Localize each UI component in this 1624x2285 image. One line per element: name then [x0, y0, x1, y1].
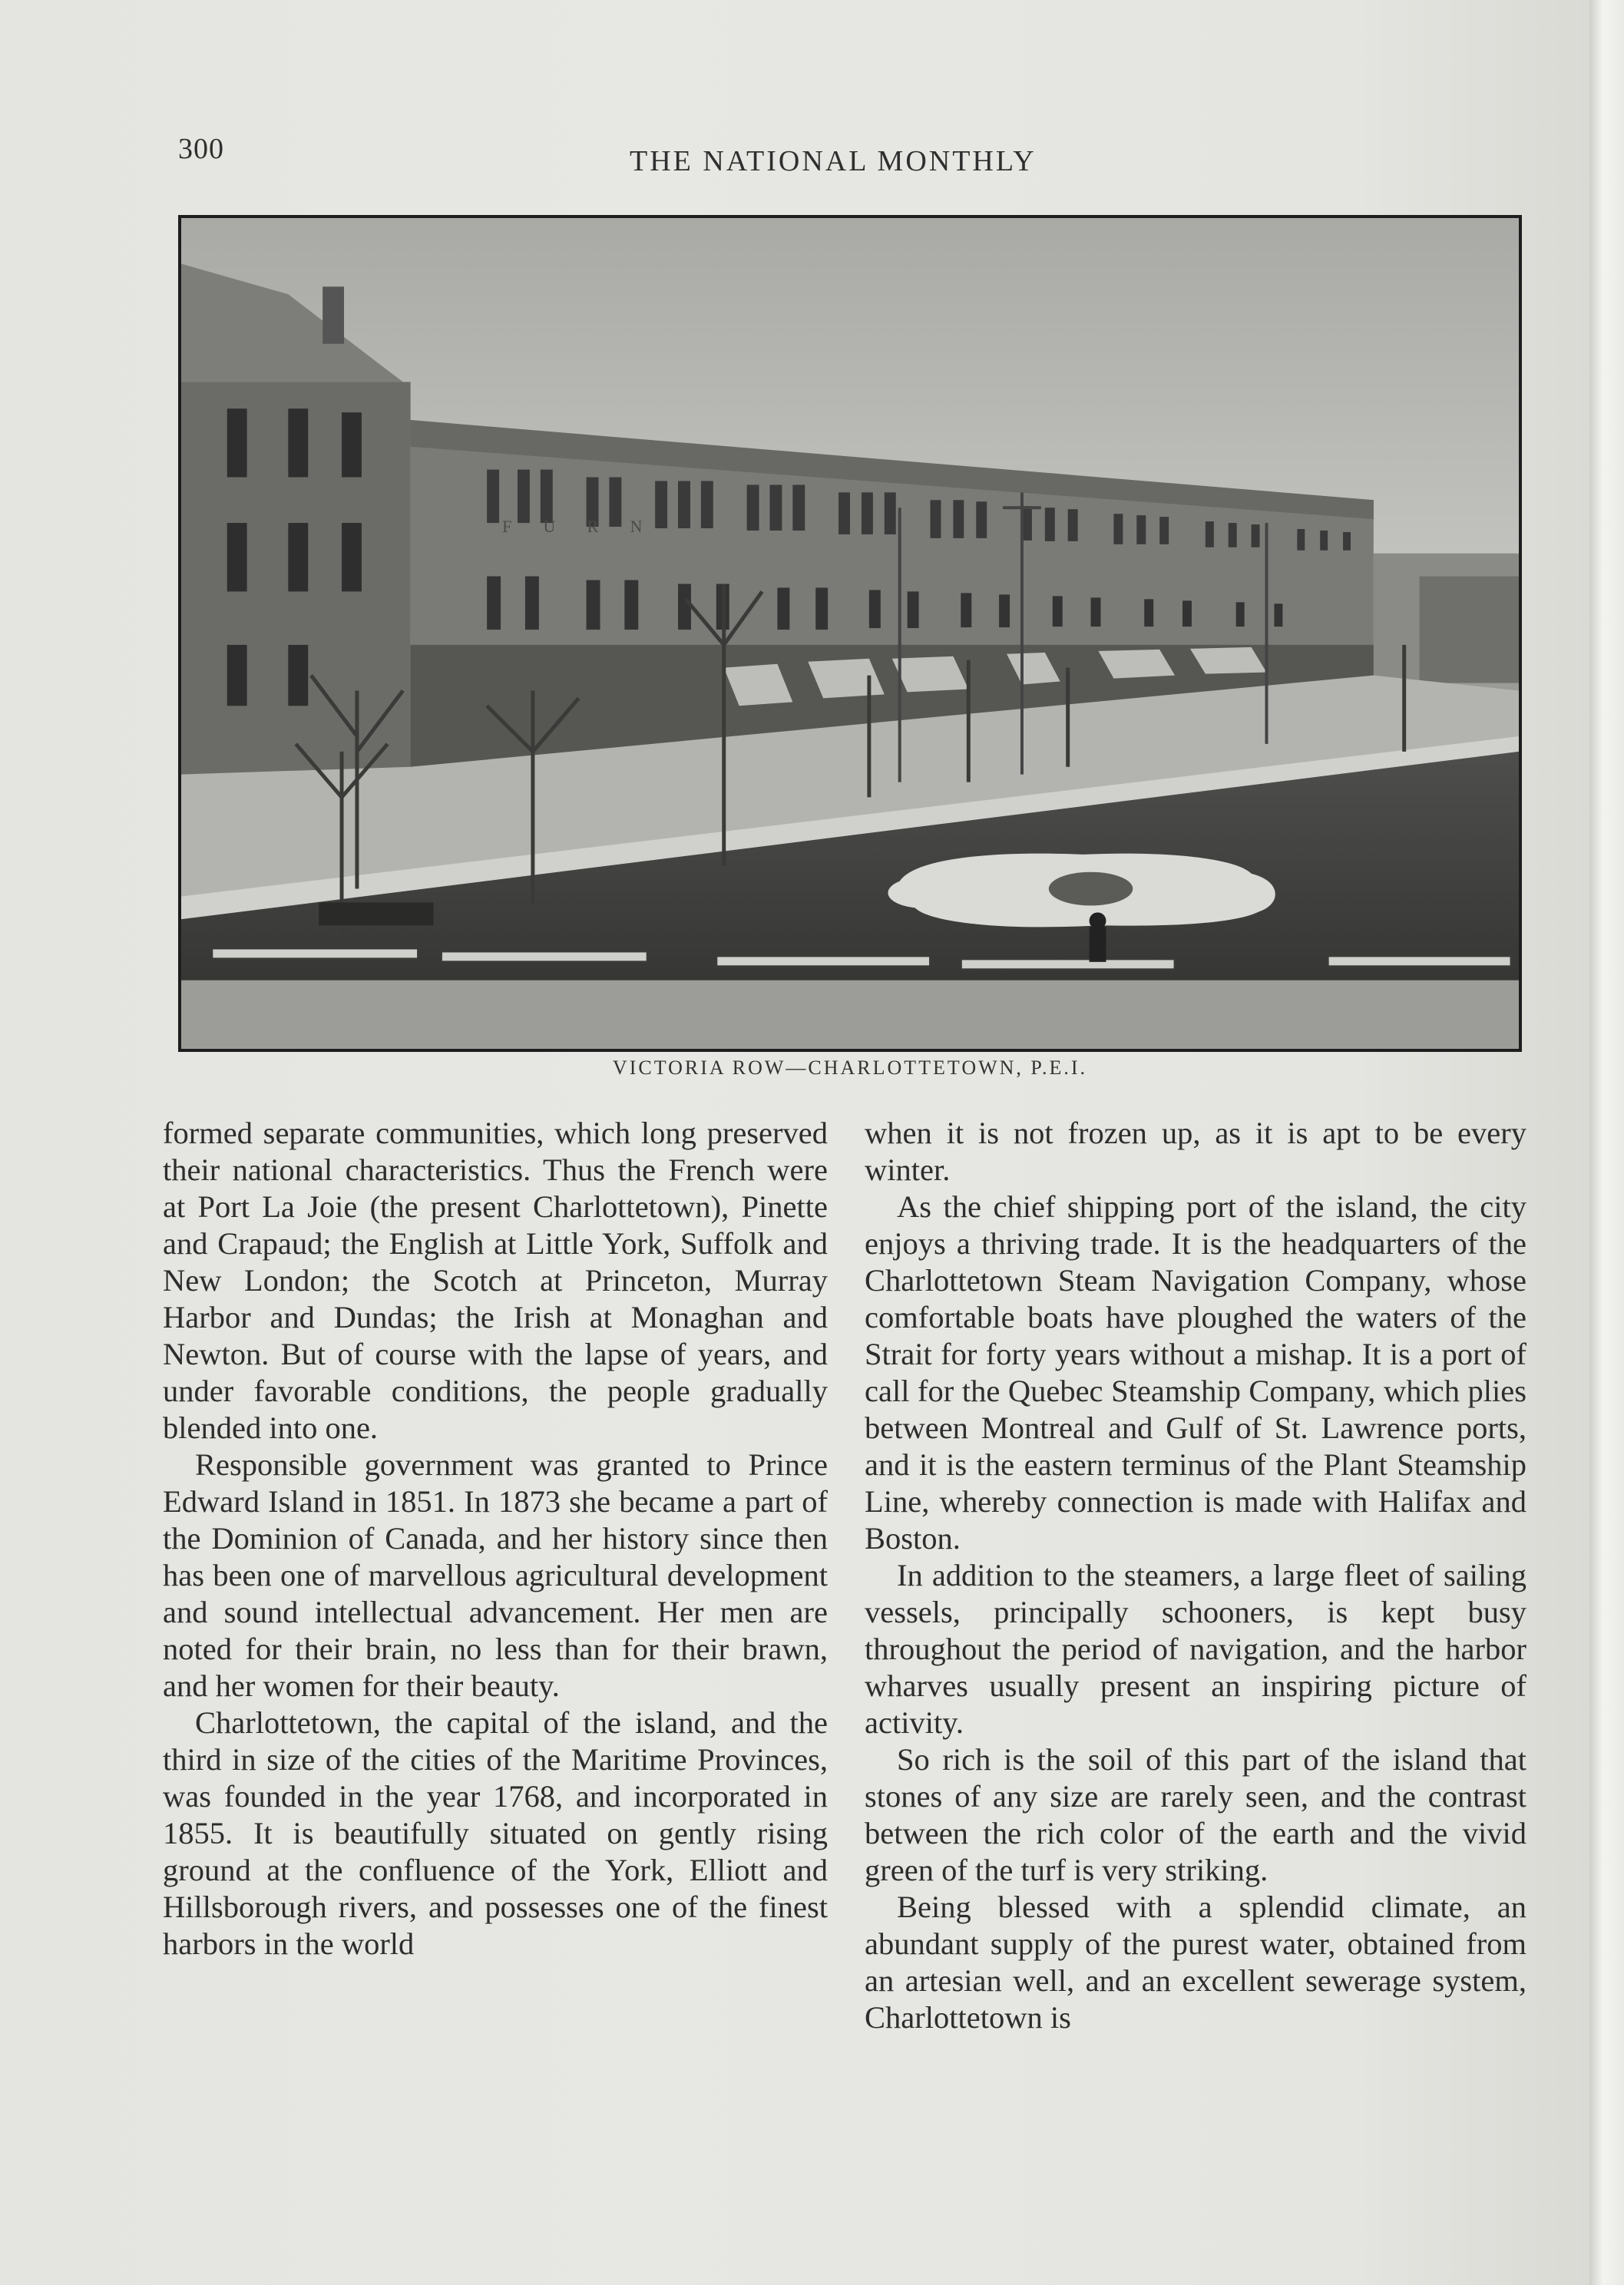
paragraph: So rich is the soil of this part of the island that stones of any size are rarely seen, and the contrast between the rich color of the earth and the vivid green of the turf is very striking.	[865, 1742, 1526, 1887]
running-head: THE NATIONAL MONTHLY	[630, 145, 1037, 177]
storefront-sign-text: F U R N	[502, 518, 657, 536]
paragraph: Being blessed with a splendid climate, an abundant supply of the purest water, obtained from an artesian well, and an excellent sewerage system, Charlottetown is	[865, 1890, 1526, 2035]
victoria-row-photograph	[178, 215, 1522, 1052]
paragraph: As the chief shipping port of the island, the city enjoys a thriving trade. It is the headquarters of the Charlottetown Steam Navigation Company, whose comfortable boats have ploughed the waters of the Strait for forty years without a mishap. It is a port of call for the Quebec Steamship Company, which plies between Montreal and Gulf of St. Lawrence ports, and it is the eastern terminus of the Plant Steamship Line, whereby connection is made with Halifax and Boston.	[865, 1189, 1526, 1556]
page-number: 300	[178, 133, 224, 165]
paragraph: when it is not frozen up, as it is apt to be every winter.	[865, 1116, 1526, 1187]
paragraph: Responsible government was granted to Prince Edward Island in 1851. In 1873 she became a part of the Dominion of Canada, and her history since then has been one of marvellous agricultural development and sound intellectual advancement. Her men are noted for their brain, no less than for their brawn, and her women for their beauty.	[163, 1447, 828, 1703]
left-text-column	[163, 1115, 828, 1963]
photo-caption: VICTORIA ROW—CHARLOTTETOWN, P.E.I.	[612, 1057, 1088, 1079]
street-scene-illustration	[181, 218, 1519, 1049]
paragraph: Charlottetown, the capital of the island, and the third in size of the cities of the Maritime Provinces, was founded in the year 1768, and incorporated in 1855. It is beautifully situated on gently rising ground at the confluence of the York, Elliott and Hillsborough rivers, and possesses one of the finest harbors in the world	[163, 1705, 828, 1961]
page-edge	[1589, 0, 1624, 2285]
paragraph: formed separate communities, which long preserved their national characteristics. Thus the French were at Port La Joie (the present Charlottetown), Pinette and Crapaud; the English at Little York, Suffolk and New London; the Scotch at Princeton, Murray Harbor and Dundas; the Irish at Monaghan and Newton. But of course with the lapse of years, and under favorable conditions, the people gradually blended into one.	[163, 1116, 828, 1445]
right-text-column	[865, 1115, 1526, 2036]
paragraph: In addition to the steamers, a large fleet of sailing vessels, principally schooners, is kept busy throughout the period of navigation, and the harbor wharves usually present an inspiring picture of activity.	[865, 1558, 1526, 1740]
